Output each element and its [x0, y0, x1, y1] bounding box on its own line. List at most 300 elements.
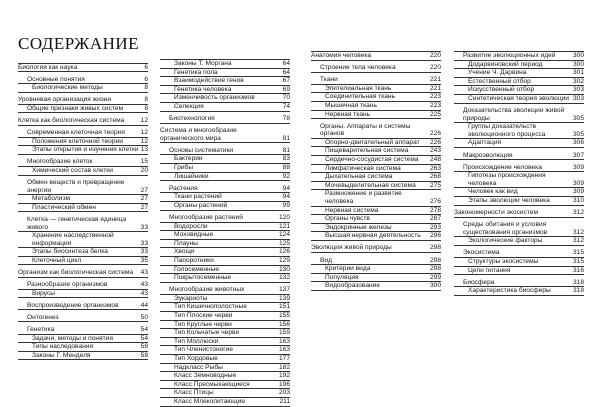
toc-entry	[311, 64, 441, 73]
toc-entry-title: Химический состав клетки	[32, 166, 113, 174]
toc-entry-title: Анатомия человека	[311, 52, 372, 59]
toc-entry-page: 132	[278, 274, 290, 282]
toc-entry	[18, 117, 148, 126]
toc-entry	[454, 188, 584, 197]
toc-entry	[454, 152, 584, 161]
toc-entry-page: 12	[140, 137, 148, 145]
toc-entry-page: 312	[572, 228, 584, 236]
toc-entry	[311, 111, 441, 120]
toc-entry-title: Тип Кишечнополостные	[174, 303, 247, 311]
toc-column-2	[160, 59, 290, 407]
toc-entry-title: Сердечно-сосудистая система	[325, 156, 419, 164]
toc-entry-page: 88	[282, 164, 290, 172]
toc-entry-title: Общие признаки живых систем	[27, 104, 124, 112]
toc-entry	[160, 127, 290, 143]
toc-entry-page: 248	[429, 156, 441, 164]
toc-entry-page: 8	[144, 96, 148, 104]
toc-entry-title: Дыхательная система	[325, 173, 393, 181]
toc-entry-title: Класс Млекопитающие	[174, 397, 246, 405]
toc-entry-page: 300	[429, 282, 441, 290]
toc-entry-page: 226	[429, 130, 441, 138]
toc-entry-page: 305	[572, 114, 584, 122]
toc-entry-page: 124	[278, 231, 290, 239]
toc-entry-page: 27	[140, 195, 148, 203]
toc-entry-title: Органы растений	[174, 201, 228, 209]
toc-entry	[18, 167, 148, 176]
toc-entry	[454, 237, 584, 246]
toc-entry-page: 129	[278, 256, 290, 264]
toc-entry	[160, 338, 290, 347]
toc-entry	[454, 172, 584, 188]
toc-entry-title: Ткани растений	[174, 193, 222, 201]
toc-entry	[18, 129, 148, 138]
toc-entry	[160, 295, 290, 304]
toc-entry-title: Класс Земноводные	[174, 372, 237, 380]
toc-entry-page: 15	[140, 158, 148, 166]
toc-entry-title: Организм как биологическая система	[18, 268, 134, 276]
toc-entry	[160, 231, 290, 240]
toc-entry-title: Метаболизм	[32, 195, 71, 203]
toc-entry	[454, 51, 584, 61]
toc-entry-title: Эпителиальная ткань	[325, 84, 392, 92]
toc-entry	[18, 204, 148, 213]
toc-entry-page: 192	[278, 372, 290, 380]
toc-entry-title: Задачи, методы и понятия	[32, 334, 113, 342]
toc-entry-page: 196	[278, 380, 290, 388]
toc-entry-title: Биологические методы	[32, 84, 103, 92]
toc-entry	[311, 139, 441, 148]
toc-entry-title: Многообразие клеток	[27, 158, 93, 166]
toc-entry-page: 225	[429, 110, 441, 118]
toc-entry-title: Экосистема	[463, 249, 500, 257]
toc-entry-page: 43	[140, 268, 148, 276]
toc-entry-title: Плауны	[174, 239, 198, 247]
toc-entry	[311, 215, 441, 224]
toc-entry	[454, 249, 584, 258]
toc-entry-title: Тип Хордовые	[174, 355, 218, 362]
toc-entry-title: Селекция	[174, 102, 204, 110]
toc-entry-title: Тип Членистоногие	[174, 346, 234, 354]
toc-entry-title: Адаптация	[468, 139, 502, 147]
toc-entry	[18, 96, 148, 105]
toc-entry-title: Размножение и развитие человека	[325, 190, 402, 205]
toc-entry	[160, 77, 290, 86]
toc-entry-page: 300	[572, 60, 584, 68]
toc-entry-title: Экологические факторы	[468, 237, 543, 245]
toc-entry	[311, 102, 441, 111]
toc-entry-page: 298	[429, 256, 441, 264]
toc-entry-page: 137	[278, 286, 290, 294]
toc-entry-page: 316	[572, 266, 584, 274]
toc-entry-title: Система и многообразие органического мира	[160, 127, 237, 142]
toc-entry-title: Биосфера	[463, 278, 495, 286]
toc-entry	[18, 290, 148, 299]
toc-entry	[18, 326, 148, 335]
toc-entry-page: 163	[278, 337, 290, 345]
toc-entry-page: 43	[140, 289, 148, 297]
toc-entry-title: Хвощи	[174, 248, 195, 256]
toc-entry-page: 33	[140, 223, 148, 231]
toc-entry-page: 8	[144, 104, 148, 112]
toc-entry-title: Пищеварительная система	[325, 147, 409, 155]
toc-entry	[311, 147, 441, 156]
toc-entry	[454, 61, 584, 70]
toc-entry-title: Папоротники	[174, 256, 214, 264]
toc-entry	[454, 164, 584, 173]
toc-entry-page: 298	[429, 244, 441, 252]
toc-entry-title: Макроэволюция	[463, 151, 513, 159]
toc-entry-title: Группы доказательств эволюционного процесса	[468, 123, 546, 138]
toc-entry-page: 74	[282, 102, 290, 110]
toc-entry-title: Водоросли	[174, 222, 208, 230]
toc-entry-title: Лишайники	[174, 172, 209, 180]
toc-entry	[311, 207, 441, 216]
toc-entry-title: Клетка как биологическая система	[18, 116, 125, 124]
toc-entry	[160, 240, 290, 249]
toc-entry	[160, 329, 290, 338]
toc-entry	[160, 346, 290, 355]
toc-entry-title: Вирусы	[32, 289, 55, 297]
toc-entry-page: 126	[278, 248, 290, 256]
toc-entry-title: Гипотезы происхождения человека	[468, 172, 546, 187]
toc-entry	[160, 147, 290, 156]
toc-entry	[311, 93, 441, 102]
toc-entry	[311, 76, 441, 85]
toc-entry	[18, 232, 148, 248]
toc-entry-title: Основы систематики	[169, 146, 234, 154]
toc-entry-page: 223	[429, 101, 441, 109]
toc-entry-title: Структуры экосистемы	[468, 258, 539, 266]
toc-entry-title: Строение тела человека	[320, 64, 396, 72]
toc-entry-page: 309	[572, 163, 584, 171]
toc-entry-page: 315	[572, 249, 584, 257]
toc-entry-page: 64	[282, 68, 290, 76]
toc-entry-title: Эукариоты	[174, 294, 208, 302]
toc-entry-page: 81	[282, 134, 290, 142]
toc-entry-title: Биология как наука	[18, 63, 78, 71]
toc-entry-page: 276	[429, 198, 441, 205]
toc-entry	[311, 85, 441, 94]
toc-entry-title: Цепи питания	[468, 266, 511, 274]
toc-entry-page: 203	[278, 389, 290, 397]
toc-entry	[18, 281, 148, 290]
toc-entry-page: 70	[282, 94, 290, 102]
toc-entry-title: Этапы открытия и изучения клетки	[32, 146, 139, 154]
toc-entry	[160, 286, 290, 295]
toc-entry	[18, 179, 148, 195]
toc-entry-title: Синтетическая теория эволюции	[468, 94, 569, 102]
toc-entry-page: 83	[282, 155, 290, 163]
toc-entry	[311, 156, 441, 165]
toc-entry	[18, 63, 148, 73]
toc-entry	[18, 195, 148, 204]
toc-entry-page: 318	[572, 278, 584, 286]
toc-entry-page: 12	[140, 129, 148, 137]
toc-entry-page: 309	[572, 188, 584, 196]
toc-entry-title: Естественный отбор	[468, 77, 531, 85]
toc-entry-page: 81	[282, 146, 290, 154]
toc-entry	[454, 209, 584, 218]
toc-entry	[18, 138, 148, 147]
toc-entry-title: Закономерности экосистем	[454, 209, 539, 217]
toc-entry	[160, 372, 290, 381]
toc-entry-title: Класс Пресмыкающиеся	[174, 380, 250, 388]
toc-entry-title: Органы чувств	[325, 215, 370, 223]
toc-entry-page: 20	[140, 166, 148, 174]
toc-entry-title: Органы. Аппараты и системы органов	[320, 122, 411, 138]
toc-entry-page: 69	[282, 85, 290, 93]
toc-entry-page: 306	[572, 139, 584, 147]
toc-entry	[160, 398, 290, 407]
toc-entry-page: 44	[140, 301, 148, 309]
toc-entry-page: 298	[429, 265, 441, 273]
toc-entry	[18, 302, 148, 311]
toc-entry	[160, 223, 290, 232]
toc-entry-page: 94	[282, 193, 290, 201]
toc-entry-page: 12	[140, 116, 148, 124]
toc-entry-page: 139	[278, 294, 290, 302]
toc-entry-page: 211	[279, 397, 290, 405]
toc-entry	[160, 274, 290, 283]
toc-entry	[454, 258, 584, 267]
toc-entry-page: 120	[278, 214, 290, 221]
toc-entry-page: 177	[278, 355, 290, 362]
toc-entry	[160, 355, 290, 364]
toc-entry	[160, 69, 290, 78]
toc-entry	[18, 257, 148, 266]
toc-entry-title: Происхождение человека	[463, 163, 542, 171]
toc-entry-page: 302	[572, 77, 584, 85]
toc-entry-page: 275	[429, 181, 441, 189]
toc-entry-title: Характеристика биосферы	[468, 287, 551, 295]
toc-entry-page: 121	[278, 222, 290, 230]
toc-entry-page: 221	[429, 76, 441, 84]
toc-entry-title: Пластический обмен	[32, 203, 96, 211]
toc-entry-title: Популяция	[325, 273, 359, 281]
toc-entry-title: Этапы эволюции человека	[468, 197, 550, 204]
toc-entry-page: 156	[278, 320, 290, 328]
toc-entry	[160, 214, 290, 223]
toc-entry	[18, 343, 148, 352]
toc-entry-title: Взаимодействие генов	[174, 77, 244, 85]
toc-entry-title: Тип Кольчатые черви	[174, 329, 240, 337]
toc-entry	[311, 282, 441, 291]
toc-entry-title: Тип Моллюски	[174, 337, 219, 345]
toc-entry	[311, 244, 441, 253]
toc-entry-page: 182	[278, 363, 290, 371]
toc-entry-page: 64	[282, 60, 290, 67]
toc-entry	[18, 314, 148, 323]
toc-entry-title: Разнообразие организмов	[27, 281, 108, 289]
toc-entry	[454, 197, 584, 206]
toc-entry	[160, 257, 290, 266]
toc-entry-title: Растения	[169, 184, 198, 192]
toc-entry-title: Додарвиновский период	[468, 60, 543, 68]
toc-entry	[18, 248, 148, 257]
toc-entry-page: 296	[429, 232, 441, 240]
toc-entry-page: 8	[144, 84, 148, 92]
toc-entry-title: Многообразие растений	[169, 214, 243, 221]
toc-entry	[18, 84, 148, 93]
toc-entry-page: 151	[278, 303, 290, 311]
toc-entry-title: Тип Плоские черви	[174, 312, 233, 320]
toc-entry-title: Мышечная ткань	[325, 101, 377, 109]
toc-entry-title: Основные понятия	[27, 75, 85, 83]
toc-entry-title: Этапы биосинтеза белка	[32, 248, 108, 256]
toc-entry	[160, 248, 290, 257]
toc-entry-page: 33	[140, 248, 148, 256]
toc-entry	[18, 352, 148, 361]
toc-entry-title: Критерии вида	[325, 265, 371, 273]
toc-entry	[18, 146, 148, 155]
toc-entry-title: Изменчивость организмов	[174, 94, 255, 102]
toc-entry-page: 92	[282, 172, 290, 180]
toc-entry	[160, 389, 290, 398]
toc-entry	[18, 269, 148, 278]
toc-entry-title: Ткани	[320, 76, 338, 84]
toc-entry-title: Надкласс Рыбы	[174, 363, 223, 371]
toc-entry-page: 27	[140, 203, 148, 211]
toc-entry-title: Человек как вид	[468, 188, 518, 196]
toc-entry-title: Клетка — генетическая единица живого	[27, 215, 127, 231]
toc-entry-page: 303	[572, 86, 584, 94]
toc-entry-page: 300	[572, 52, 584, 59]
page-title: СОДЕРЖАНИЕ	[18, 34, 140, 53]
toc-entry-page: 303	[572, 94, 584, 102]
toc-entry-title: Типы наследования	[32, 343, 94, 351]
toc-entry-title: Бактерии	[174, 155, 203, 163]
toc-entry-title: Уровневая организация жизни	[18, 96, 112, 104]
toc-entry	[311, 224, 441, 233]
toc-entry	[160, 164, 290, 173]
toc-entry	[160, 193, 290, 202]
toc-entry	[160, 266, 290, 275]
toc-entry-title: Мочевыделительная система	[325, 181, 416, 189]
toc-entry-page: 243	[429, 147, 441, 155]
toc-entry	[454, 139, 584, 148]
toc-entry-title: Генетика пола	[174, 68, 218, 76]
toc-entry-page: 307	[572, 151, 584, 159]
toc-entry	[160, 155, 290, 164]
toc-entry-title: Обмен веществ и превращение энергии	[27, 179, 125, 194]
toc-entry-title: Биотехнология	[169, 115, 215, 123]
toc-entry-page: 54	[140, 334, 148, 342]
toc-entry	[454, 69, 584, 78]
toc-entry	[311, 257, 441, 266]
toc-entry	[18, 216, 148, 232]
toc-entry-title: Среды обитания и условия существования организмов	[463, 221, 548, 236]
toc-entry-page: 155	[278, 312, 290, 320]
toc-entry-title: Нервная система	[325, 206, 379, 214]
toc-entry-page: 6	[144, 75, 148, 83]
toc-entry-title: Законы Г. Менделя	[32, 351, 91, 359]
toc-entry	[454, 86, 584, 95]
toc-entry	[160, 321, 290, 330]
toc-entry-page: 159	[278, 329, 290, 337]
toc-entry-title: Развитие эволюционных идей	[463, 52, 556, 59]
toc-entry-page: 33	[140, 239, 148, 247]
toc-entry-page: 263	[429, 164, 441, 172]
toc-entry	[18, 335, 148, 344]
toc-entry	[160, 381, 290, 390]
toc-entry-page: 310	[572, 197, 584, 204]
toc-entry-title: Видообразование	[325, 282, 381, 290]
toc-column-3	[311, 51, 441, 291]
toc-entry	[311, 182, 441, 191]
toc-entry-page: 125	[278, 239, 290, 247]
toc-entry-page: 27	[140, 186, 148, 194]
toc-entry-title: Покрытосеменные	[174, 274, 232, 282]
toc-entry	[454, 107, 584, 123]
toc-entry	[18, 105, 148, 114]
toc-entry-page: 35	[140, 256, 148, 264]
toc-entry	[454, 123, 584, 139]
toc-entry	[160, 86, 290, 95]
toc-entry-page: 299	[429, 273, 441, 281]
toc-entry-title: Воспроизведение организмов	[27, 301, 119, 309]
toc-entry-page: 293	[429, 223, 441, 231]
toc-entry	[311, 165, 441, 174]
toc-entry	[454, 95, 584, 104]
toc-entry	[160, 303, 290, 312]
toc-entry-page: 312	[572, 237, 584, 245]
toc-entry	[454, 267, 584, 276]
toc-entry-page: 226	[429, 138, 441, 146]
toc-entry-page: 67	[282, 77, 290, 85]
toc-column-1	[18, 59, 148, 360]
toc-entry	[311, 232, 441, 241]
toc-entry	[454, 287, 584, 296]
toc-entry	[311, 51, 441, 61]
toc-entry	[18, 158, 148, 167]
toc-entry-page: 221	[429, 84, 441, 92]
toc-entry-page: 278	[429, 206, 441, 214]
toc-entry-page: 99	[282, 201, 290, 209]
toc-entry-title: Искусственный отбор	[468, 86, 535, 94]
toc-entry-page: 54	[140, 325, 148, 333]
toc-entry-page: 58	[140, 351, 148, 359]
toc-entry	[160, 94, 290, 103]
toc-entry-title: Современная клеточная теория	[27, 129, 125, 137]
toc-entry	[160, 312, 290, 321]
toc-entry	[311, 123, 441, 139]
toc-entry	[160, 173, 290, 182]
toc-entry-page: 78	[282, 115, 290, 123]
toc-entry-title: Многообразие животных	[169, 286, 245, 294]
toc-entry-page: 301	[572, 69, 584, 77]
toc-entry	[454, 221, 584, 237]
toc-entry-page: 220	[429, 52, 441, 59]
toc-entry-page: 50	[140, 313, 148, 321]
toc-entry-page: 58	[140, 343, 148, 351]
toc-entry	[311, 173, 441, 182]
toc-entry	[311, 190, 441, 206]
toc-entry-page: 315	[572, 258, 584, 266]
toc-entry-title: Клеточный цикл	[32, 256, 82, 264]
toc-entry-title: Эволюция живой природы	[311, 244, 392, 252]
toc-entry-title: Класс Птицы	[174, 389, 214, 397]
toc-entry-page: 318	[572, 287, 584, 295]
toc-entry-title: Положения клеточной теории	[32, 137, 123, 145]
toc-entry-page: 312	[572, 209, 584, 217]
toc-entry	[160, 59, 290, 69]
toc-entry-title: Хранение наследственной информации	[32, 232, 114, 247]
toc-entry	[160, 364, 290, 373]
toc-entry-title: Соединительная ткань	[325, 93, 395, 101]
toc-entry-title: Голосеменные	[174, 265, 220, 273]
toc-entry-title: Законы Т. Моргана	[174, 60, 232, 67]
toc-entry	[18, 76, 148, 85]
